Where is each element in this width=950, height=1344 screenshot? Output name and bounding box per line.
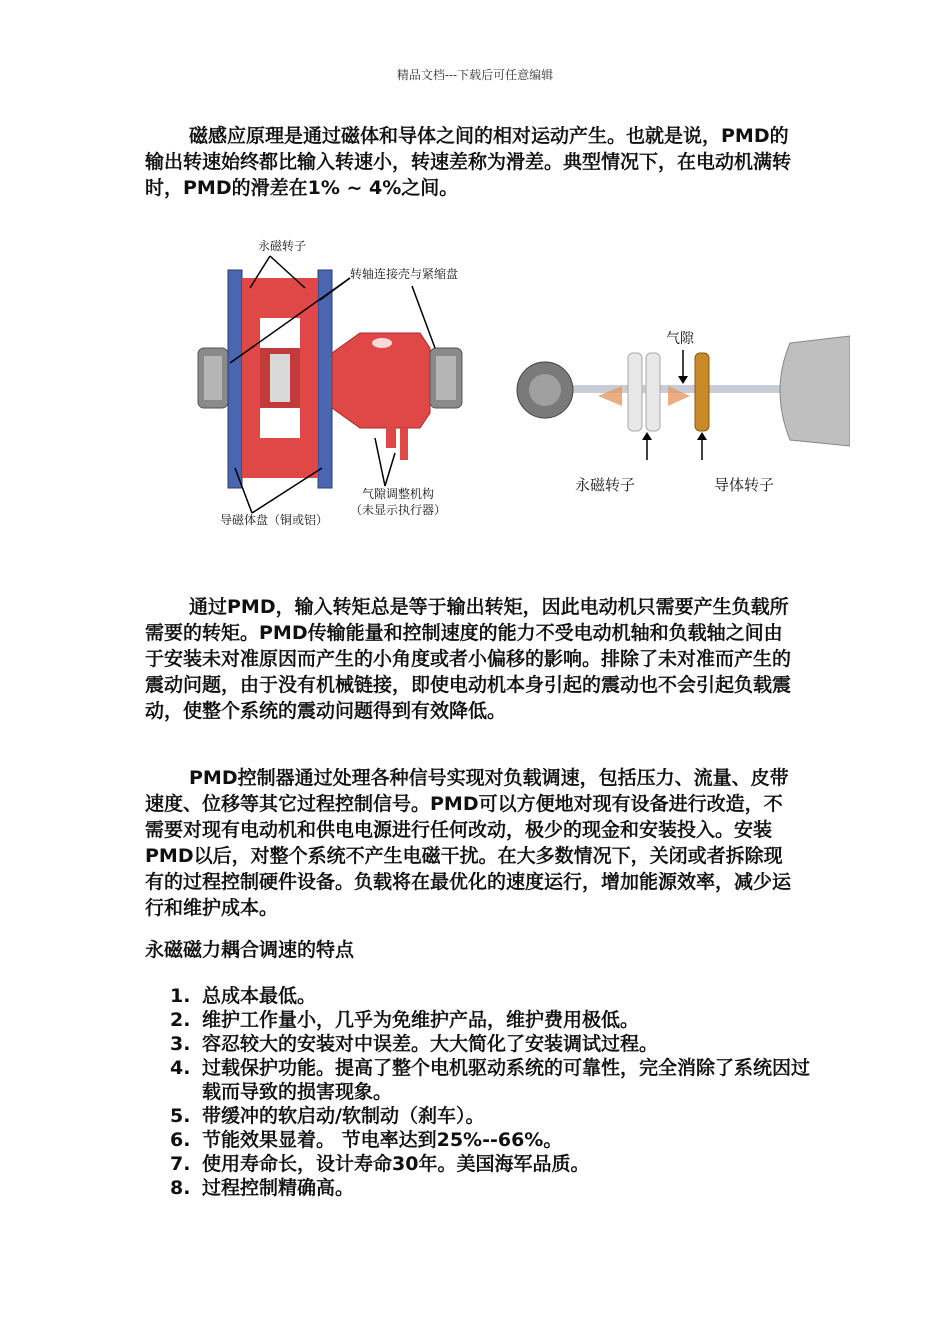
pmd-coupling-illustration — [198, 238, 462, 527]
list-item-text: 维护工作量小，几乎为免维护产品，维护费用极低。 — [202, 1009, 640, 1031]
list-item-text: 总成本最低。 — [202, 985, 317, 1007]
list-item-number: 2. — [170, 1009, 191, 1031]
list-item-text: 过程控制精确高。 — [202, 1177, 355, 1199]
list-item — [170, 1056, 810, 1104]
features-list — [170, 984, 810, 1200]
list-item-text: 容忍较大的安装对中误差。大大简化了安装调试过程。 — [202, 1033, 659, 1055]
label-permanent-rotor-left: 永磁转子 — [258, 239, 307, 253]
list-item-text: 过载保护功能。提高了整个电机驱动系统的可靠性，完全消除了系统因过载而导致的损害现象。 — [202, 1057, 811, 1103]
label-gap-mechanism-note: （未显示执行器） — [350, 503, 447, 517]
list-item — [170, 1032, 810, 1056]
list-item-number: 6. — [170, 1129, 191, 1151]
list-item — [170, 1104, 810, 1128]
list-item — [170, 1128, 810, 1152]
torque-text: 通过PMD，输入转矩总是等于输出转矩，因此电动机只需要产生负载所需要的转矩。PMD传输能量和控制速度的能力不受电动机轴和负载轴之间由于安装未对准原因而产生的小角度或者小偏移的影响。排除了未对准而产生的震动问题，由于没有机械链接，即使电动机本身引起的震动也不会引起负载震动，使整个系统的震动问题得到有效降低。 — [145, 596, 792, 722]
list-item-number: 7. — [170, 1153, 191, 1175]
air-gap-schematic — [517, 331, 850, 494]
intro-text: 磁感应原理是通过磁体和导体之间的相对运动产生。也就是说，PMD的输出转速始终都比输入转速小，转速差称为滑差。典型情况下，在电动机满转时，PMD的滑差在1% ~ 4%之间。 — [145, 125, 792, 199]
pmd-diagram-figure — [190, 228, 850, 538]
list-item-number: 4. — [170, 1057, 191, 1079]
list-item-number: 3. — [170, 1033, 191, 1055]
list-item-text: 带缓冲的软启动/软制动（刹车）。 — [202, 1105, 485, 1127]
controller-paragraph — [145, 765, 800, 921]
list-item — [170, 984, 810, 1008]
page-header: 精品文档---下载后可任意编辑 — [396, 68, 554, 82]
list-item — [170, 1152, 810, 1176]
label-conductor-rotor: 导体转子 — [714, 476, 775, 494]
label-gap-mechanism: 气隙调整机构 — [362, 487, 435, 501]
label-air-gap: 气隙 — [666, 331, 694, 347]
controller-text: PMD控制器通过处理各种信号实现对负载调速，包括压力、流量、皮带速度、位移等其它过程控制信号。PMD可以方便地对现有设备进行改造，不需要对现有电动机和供电电源进行任何改动，极少的现金和安装投入。安装PMD以后，对整个系统不产生电磁干扰。在大多数情况下，关闭或者拆除现有的过程控制硬件设备。负载将在最优化的速度运行，增加能源效率，减少运行和维护成本。 — [145, 767, 792, 919]
features-heading: 永磁磁力耦合调速的特点 — [145, 939, 355, 961]
intro-paragraph — [145, 123, 800, 201]
torque-paragraph — [145, 594, 800, 724]
list-item-number: 8. — [170, 1177, 191, 1199]
list-item-text: 节能效果显着。 节电率达到25%--66%。 — [202, 1129, 563, 1151]
label-permanent-rotor-right: 永磁转子 — [575, 476, 636, 494]
list-item — [170, 1008, 810, 1032]
label-conductor-disc: 导磁体盘（铜或铝） — [220, 513, 329, 527]
list-item-number: 5. — [170, 1105, 191, 1127]
list-item — [170, 1176, 810, 1200]
list-item-text: 使用寿命长，设计寿命30年。美国海军品质。 — [202, 1153, 590, 1175]
list-item-number: 1. — [170, 985, 191, 1007]
label-shaft-connector: 转轴连接壳与紧缩盘 — [350, 267, 459, 281]
